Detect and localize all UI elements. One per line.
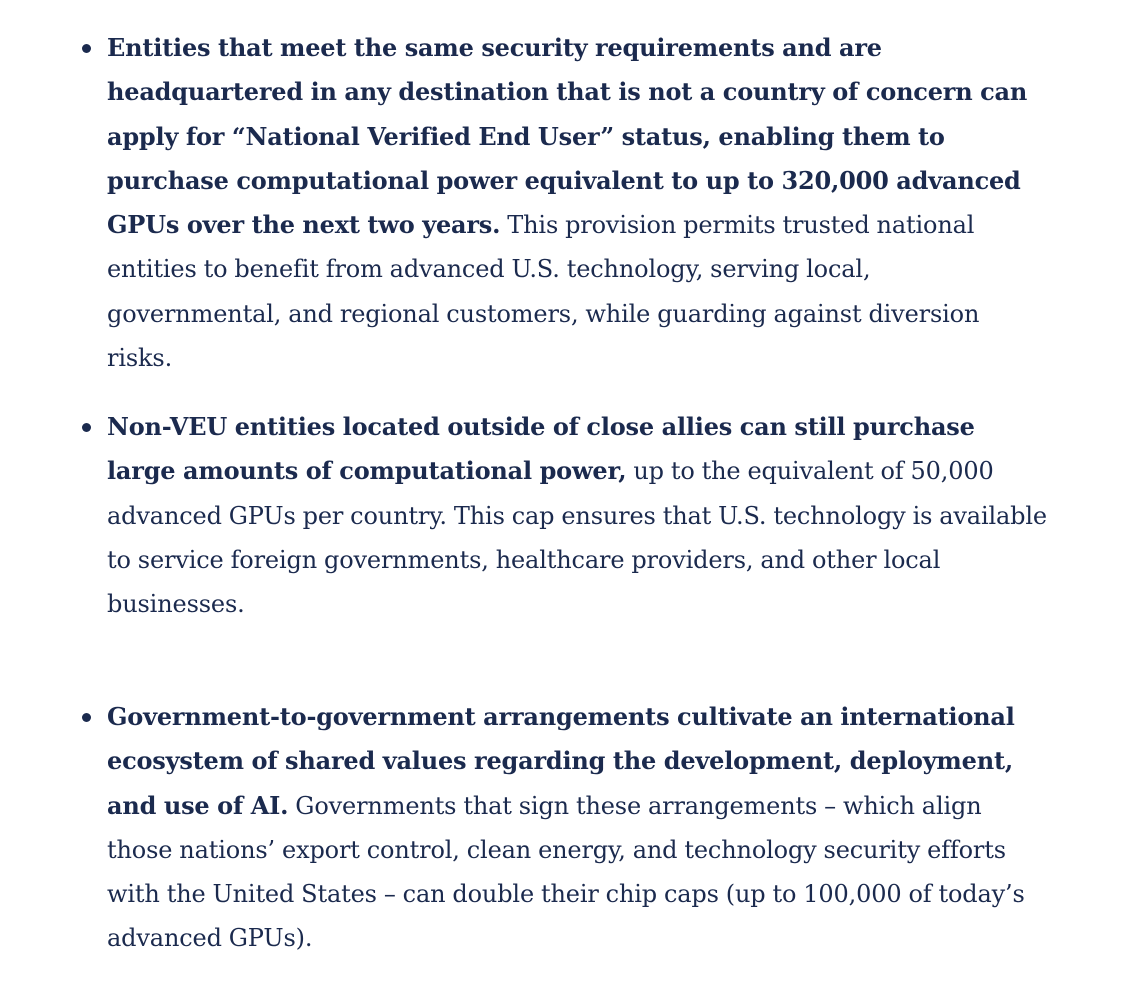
bullet-item-government-arrangements: [107, 695, 1047, 961]
bullet-body-text: Governments that sign these arrangements – which align those nations’ export control, clean energy, and technology security efforts with the United States – can double their chip caps (up to 100,000 of today’s advanced GPUs).: [107, 791, 1025, 953]
bullet-bold-lead: Non-VEU entities located outside of close allies can still purchase large amounts of computational power,: [107, 412, 975, 486]
bullet-bold-lead: Government-to-government arrangements cultivate an international ecosystem of shared values regarding the development, deployment, and use of AI.: [107, 702, 1015, 820]
bullet-bold-lead: Entities that meet the same security requirements and are headquartered in any destination that is not a country of concern can apply for “National Verified End User” status, enabling them to purchase computational power equivalent to up to 320,000 advanced GPUs over the next two years.: [107, 33, 1028, 240]
bullet-body-text: up to the equivalent of 50,000 advanced GPUs per country. This cap ensures that U.S. technology is available to service foreign governments, healthcare providers, and other local businesses.: [107, 457, 1047, 619]
bullet-point-icon: [82, 423, 91, 432]
bullet-item-non-veu: [107, 405, 1047, 626]
bullet-body-text: This provision permits trusted national entities to benefit from advanced U.S. technology, serving local, governmental, and regional customers, while guarding against diversion risks.: [107, 211, 980, 373]
bullet-item-national-veu: [107, 26, 1047, 380]
bullet-point-icon: [82, 44, 91, 53]
bullet-point-icon: [82, 713, 91, 722]
